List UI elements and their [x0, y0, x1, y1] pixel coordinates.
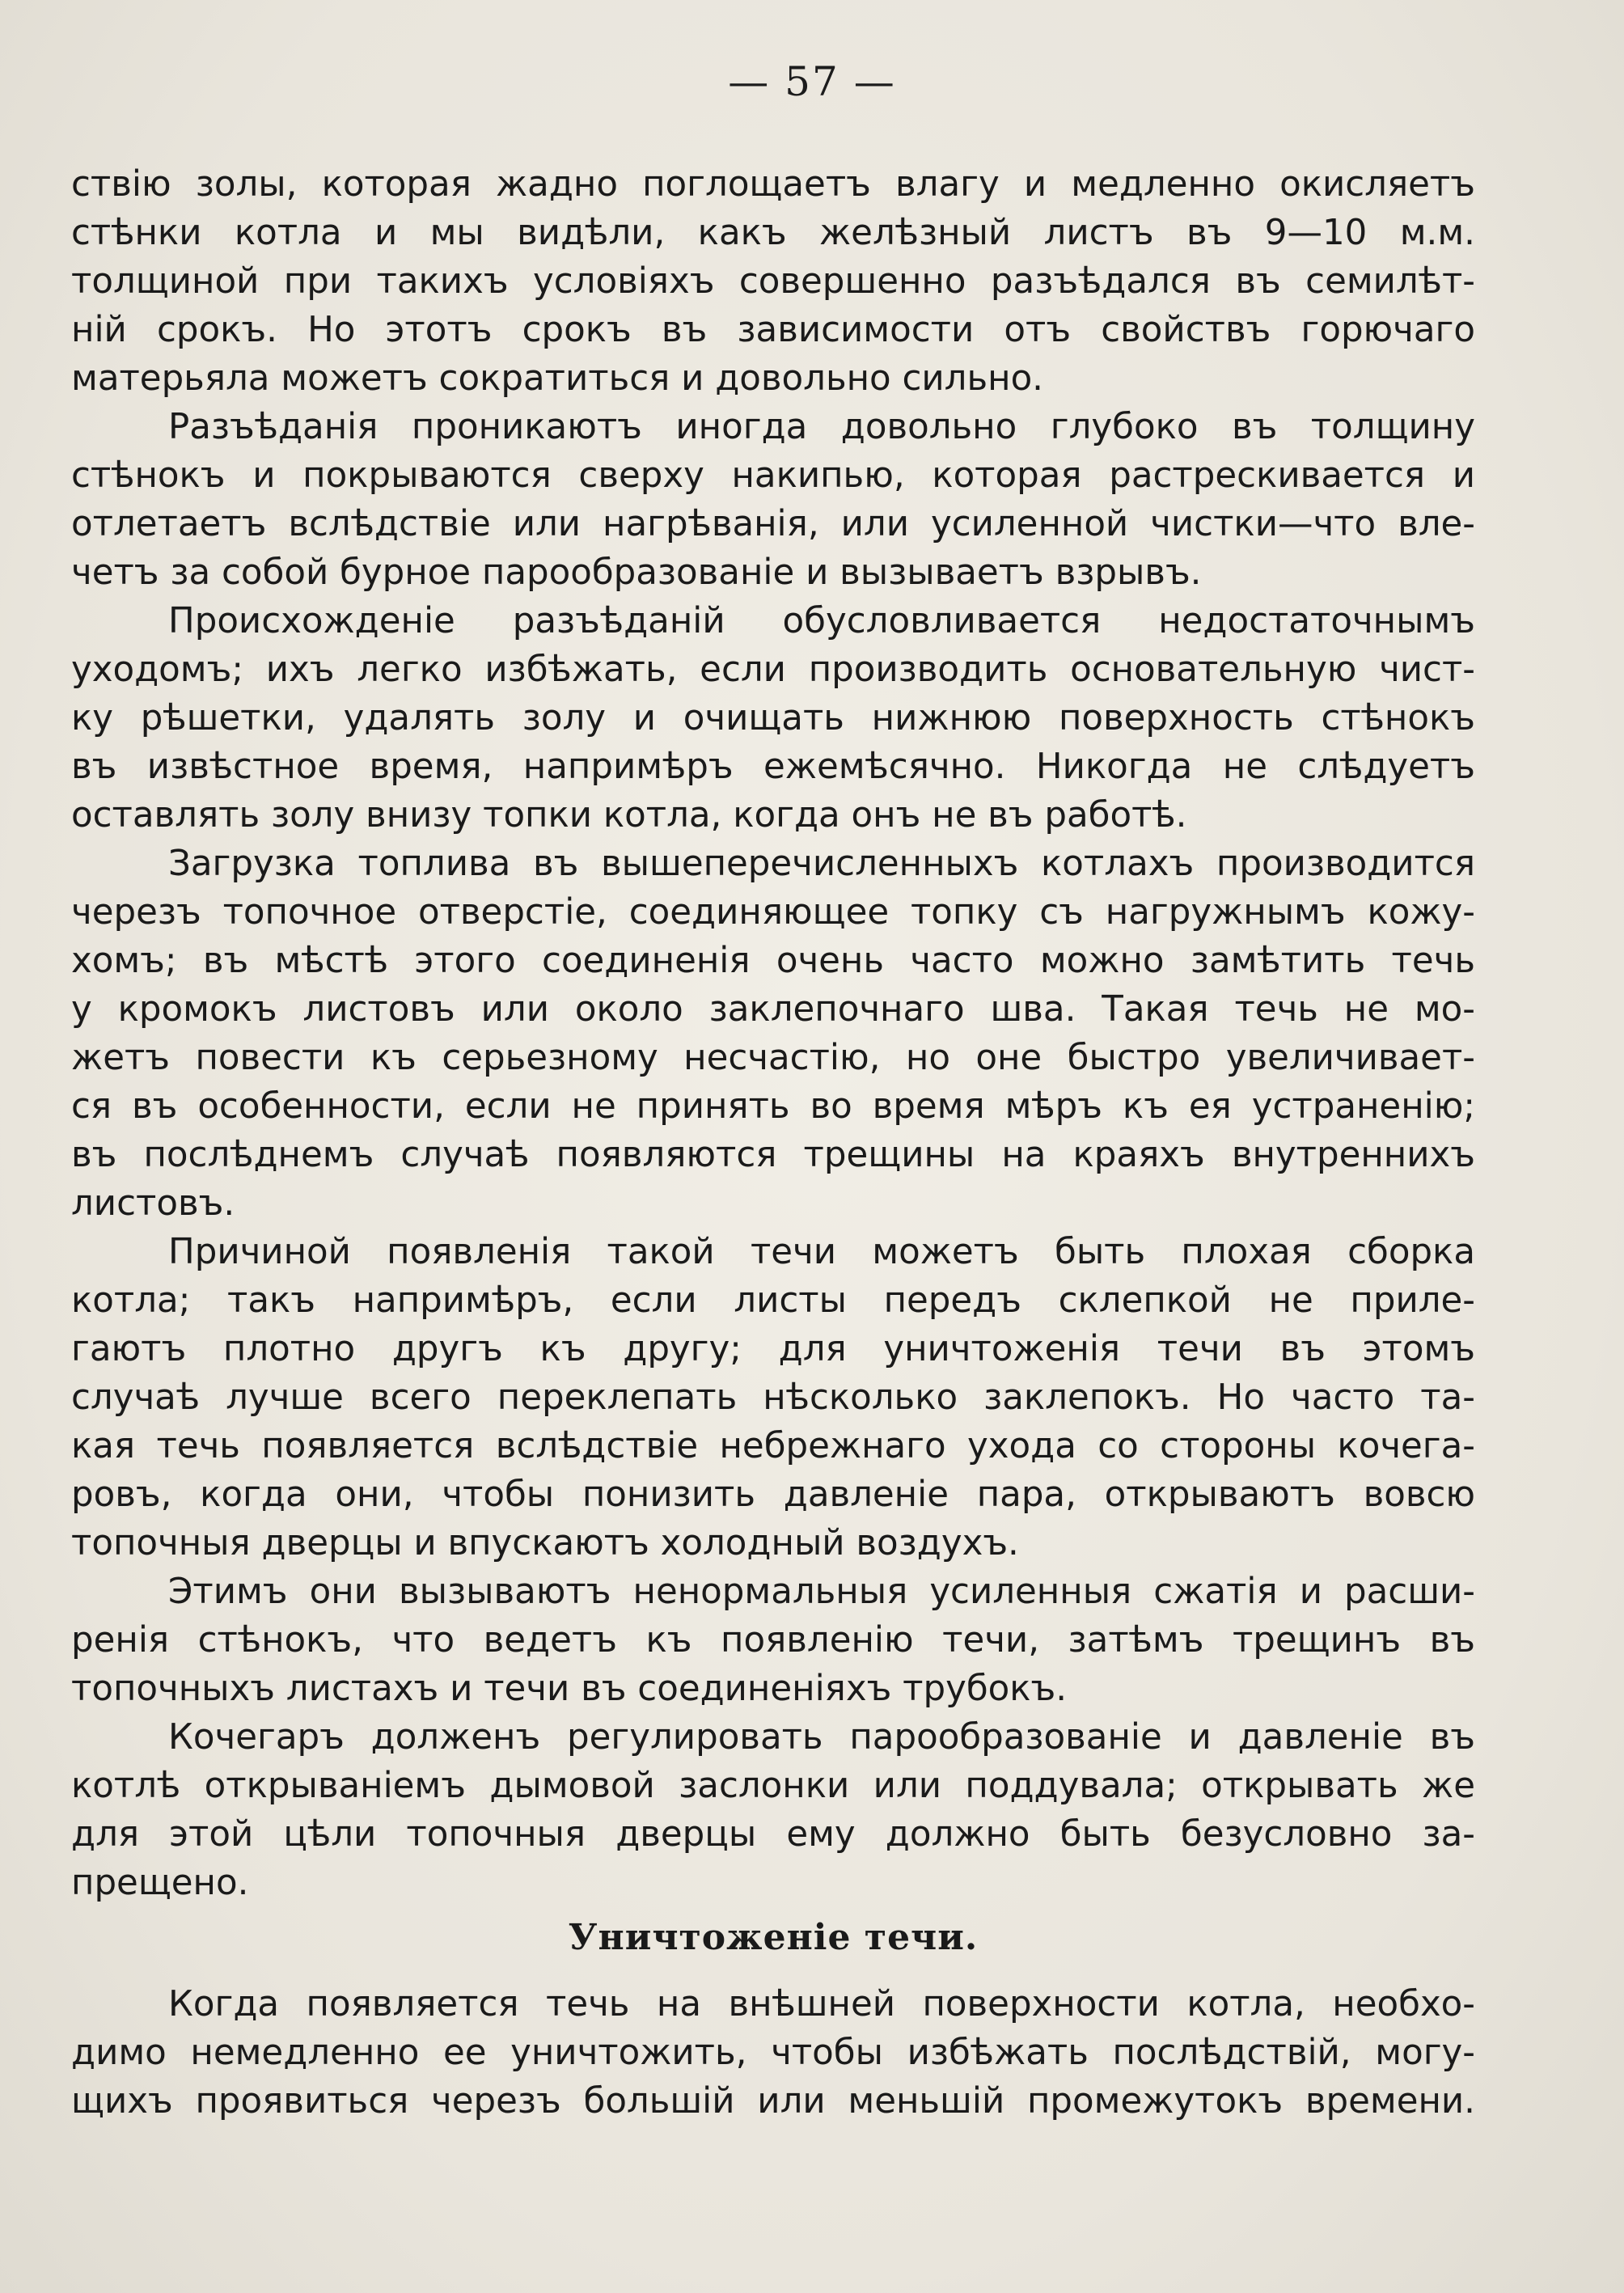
text-line: топочныя дверцы и впускаютъ холодный воздухъ.	[71, 1523, 1019, 1563]
paragraph	[71, 1713, 1475, 1907]
text-line: ній срокъ. Но этотъ срокъ въ зависимости отъ свойствъ горючаго	[71, 310, 1475, 350]
text-line: въ извѣстное время, напримѣръ ежемѣсячно. Никогда не слѣдуетъ	[71, 747, 1475, 787]
text-line: ку рѣшетки, удалять золу и очищать нижнюю поверхность стѣнокъ	[71, 698, 1475, 738]
paragraph	[71, 840, 1475, 1228]
text-line: прещено.	[71, 1863, 249, 1903]
text-line: топочныхъ листахъ и течи въ соединеніяхъ трубокъ.	[71, 1669, 1068, 1709]
paragraph	[71, 160, 1475, 403]
paragraph	[71, 1980, 1475, 2126]
text-line: котлѣ открываніемъ дымовой заслонки или поддувала; открывать же	[71, 1766, 1475, 1806]
text-line: матерьяла можетъ сократиться и довольно сильно.	[71, 358, 1044, 399]
paragraph	[71, 597, 1475, 840]
text-line: щихъ проявиться черезъ большій или меньшій промежутокъ времени.	[71, 2081, 1475, 2122]
text-line: Причиной появленія такой течи можетъ быть плохая сборка	[168, 1232, 1475, 1272]
text-line: кая течь появляется вслѣдствіе небрежнаго ухода со стороны кочега-	[71, 1426, 1475, 1466]
text-line: черезъ топочное отверстіе, соединяющее топку съ нагружнымъ кожу-	[71, 892, 1475, 933]
text-line: Разъѣданія проникаютъ иногда довольно глубоко въ толщину	[168, 407, 1475, 447]
text-line: листовъ.	[71, 1183, 235, 1224]
text-line: отлетаетъ вслѣдствіе или нагрѣванія, или усиленной чистки—что вле-	[71, 504, 1475, 544]
text-line: ся въ особенности, если не принять во время мѣръ къ ея устраненію;	[71, 1086, 1475, 1127]
text-line: ствію золы, которая жадно поглощаетъ влагу и медленно окисляетъ	[71, 164, 1475, 205]
text-line: гаютъ плотно другъ къ другу; для уничтоженія течи въ этомъ	[71, 1329, 1475, 1369]
section-heading: Уничтоженіе течи.	[568, 1917, 979, 1958]
text-line: стѣнокъ и покрываются сверху накипью, которая растрескивается и	[71, 455, 1475, 496]
text-line: у кромокъ листовъ или около заклепочнаго шва. Такая течь не мо-	[71, 989, 1475, 1030]
text-line: Происхожденіе разъѣданій обусловливается недостаточнымъ	[168, 601, 1475, 641]
text-line: Когда появляется течь на внѣшней поверхности котла, необхо-	[168, 1984, 1475, 2024]
text-line: Кочегаръ долженъ регулировать парообразованіе и давленіе въ	[168, 1717, 1475, 1758]
body-text	[71, 160, 1475, 2126]
paragraph	[71, 1228, 1475, 1567]
text-line: уходомъ; ихъ легко избѣжать, если производить основательную чист-	[71, 649, 1475, 690]
text-line: котла; такъ напримѣръ, если листы передъ склепкой не приле-	[71, 1280, 1475, 1321]
text-line: димо немедленно ее уничтожить, чтобы избѣжать послѣдствій, могу-	[71, 2033, 1475, 2073]
text-line: толщиной при такихъ условіяхъ совершенно разъѣдался въ семилѣт-	[71, 261, 1475, 302]
text-line: случаѣ лучше всего переклепать нѣсколько заклепокъ. Но часто та-	[71, 1377, 1475, 1418]
text-line: Загрузка топлива въ вышеперечисленныхъ котлахъ производится	[168, 844, 1475, 884]
text-line: четъ за собой бурное парообразованіе и вызываетъ взрывъ.	[71, 552, 1202, 593]
text-line: Этимъ они вызываютъ ненормальныя усиленныя сжатія и расши-	[168, 1572, 1475, 1612]
text-line: для этой цѣли топочныя дверцы ему должно быть безусловно за-	[71, 1814, 1475, 1855]
text-line: ренія стѣнокъ, что ведетъ къ появленію течи, затѣмъ трещинъ въ	[71, 1620, 1475, 1661]
paragraph	[71, 403, 1475, 597]
text-line: оставлять золу внизу топки котла, когда онъ не въ работѣ.	[71, 795, 1187, 836]
text-line: хомъ; въ мѣстѣ этого соединенія очень часто можно замѣтить течь	[71, 941, 1475, 981]
paragraph	[71, 1567, 1475, 1713]
text-line: въ послѣднемъ случаѣ появляются трещины на краяхъ внутреннихъ	[71, 1135, 1475, 1175]
text-line: стѣнки котла и мы видѣли, какъ желѣзный листъ въ 9—10 м.м.	[71, 213, 1475, 253]
page-number: — 57 —	[728, 58, 896, 105]
text-line: жетъ повести къ серьезному несчастію, но оне быстро увеличивает-	[71, 1038, 1475, 1078]
text-line: ровъ, когда они, чтобы понизить давленіе пара, открываютъ вовсю	[71, 1474, 1475, 1515]
